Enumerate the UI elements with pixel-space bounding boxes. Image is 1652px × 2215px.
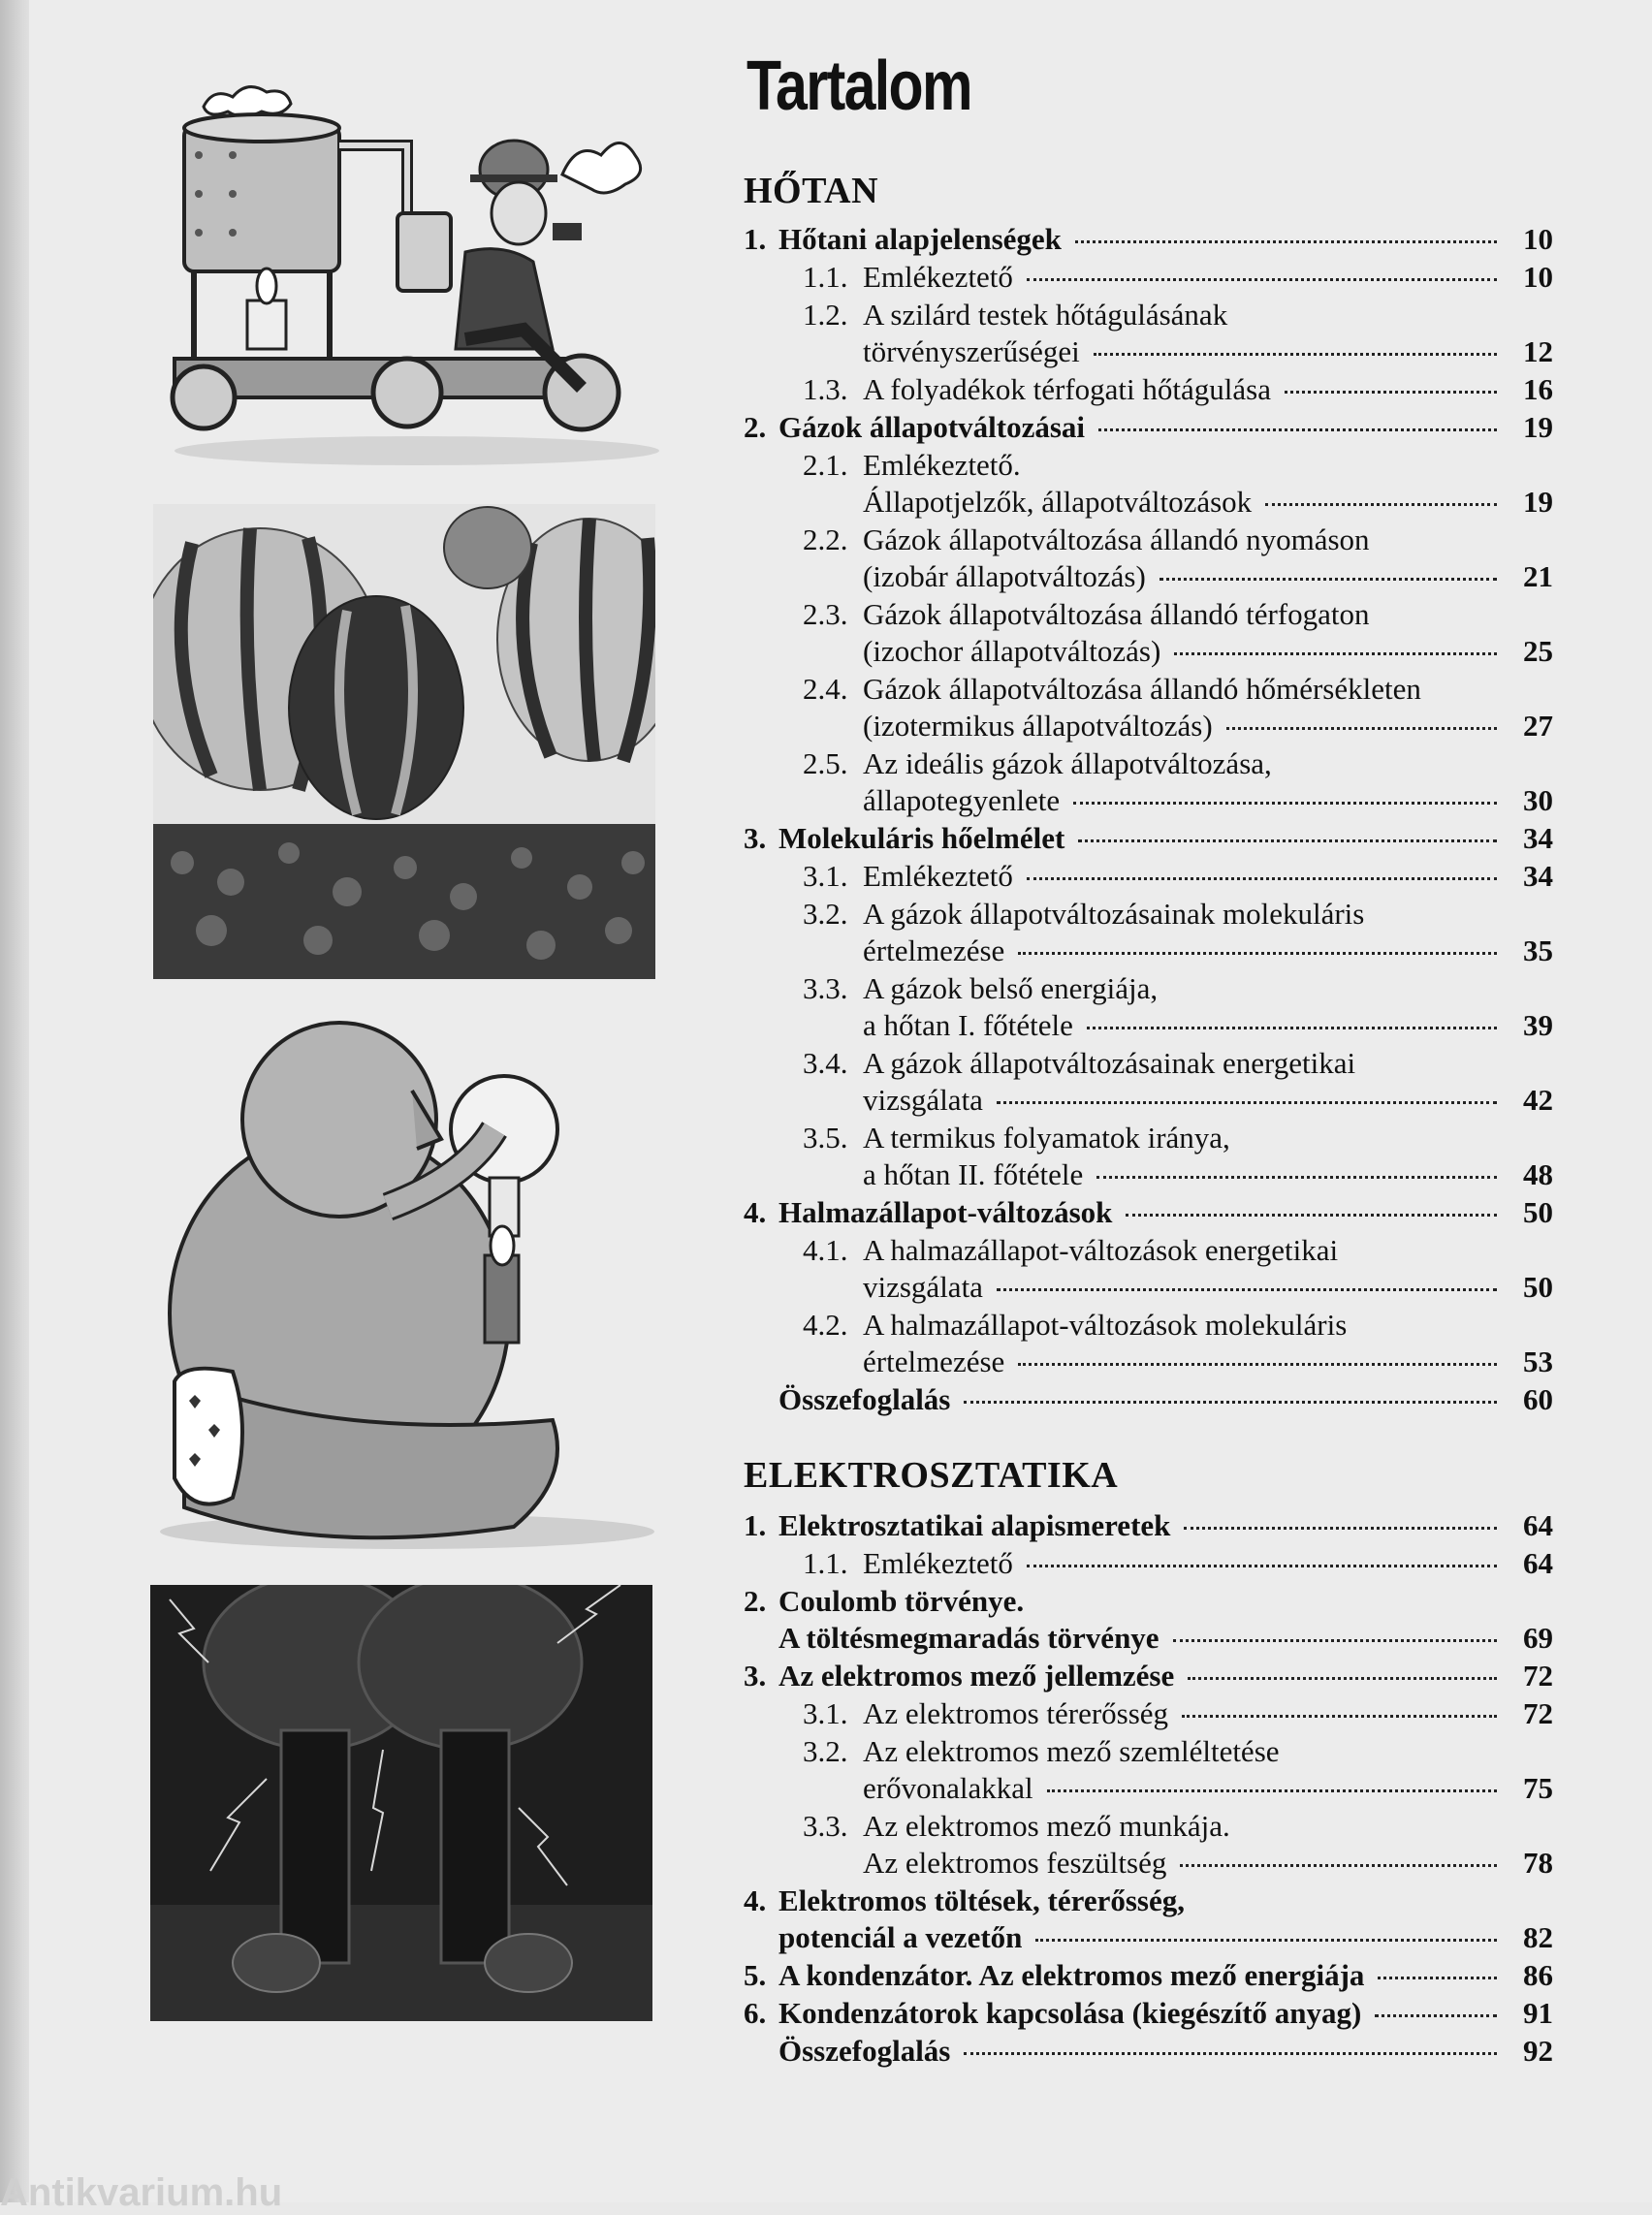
- toc-entry-number: 1.2.: [803, 298, 848, 332]
- toc-page-number: 35: [1523, 933, 1553, 967]
- toc-entry-title: Emlékeztető: [863, 260, 1013, 294]
- toc-entry: [744, 1381, 1553, 1418]
- toc-entry: [744, 221, 1553, 258]
- toc-entry-title: Állapotjelzők, állapotváltozások: [863, 485, 1253, 519]
- toc-entry: [803, 297, 1553, 370]
- toc-entry: [803, 1733, 1553, 1807]
- toc-entry: [803, 1045, 1553, 1119]
- toc-entry: [803, 1120, 1553, 1193]
- toc-entry-title: A szilárd testek hőtágulásának: [863, 298, 1228, 332]
- toc-entry: [803, 371, 1553, 408]
- toc-entry-title: A halmazállapot-változások molekuláris: [863, 1308, 1348, 1342]
- toc-entry-number: 1.: [744, 1508, 767, 1542]
- dot-leader: [997, 1101, 1497, 1104]
- toc-entry: [803, 970, 1553, 1044]
- toc-entry: [744, 1995, 1553, 2032]
- toc-entry: [744, 1883, 1553, 1956]
- toc-entry: [803, 1695, 1553, 1732]
- dot-leader: [1180, 1864, 1497, 1867]
- toc-entry-title: Összefoglalás: [778, 2034, 951, 2068]
- toc-page-number: 53: [1523, 1345, 1553, 1378]
- toc-entry-title: Az elektromos mező jellemzése: [778, 1659, 1175, 1693]
- van-de-graaff-photo: [150, 1585, 652, 2021]
- dot-leader: [1378, 1977, 1497, 1979]
- toc-entry-title: Hőtani alapjelenségek: [778, 222, 1062, 256]
- toc-entry-number: 1.: [744, 222, 767, 256]
- toc-entry-title: Molekuláris hőelmélet: [778, 821, 1065, 855]
- toc-entry-title: A halmazállapot-változások energetikai: [863, 1233, 1339, 1267]
- toc-entry-number: 3.3.: [803, 971, 848, 1005]
- dot-leader: [964, 1401, 1497, 1404]
- toc-entry: [803, 447, 1553, 521]
- toc-entry: [803, 1232, 1553, 1306]
- toc-entry-title: Halmazállapot-változások: [778, 1195, 1113, 1229]
- page-title: Tartalom: [747, 47, 971, 125]
- toc-entry-number: 1.1.: [803, 260, 848, 294]
- toc-entry: [744, 2033, 1553, 2070]
- dot-leader: [1160, 578, 1497, 581]
- toc-entry-title: vizsgálata: [863, 1270, 983, 1304]
- toc-page-number: 82: [1523, 1920, 1553, 1954]
- toc-entry-title: (izochor állapotváltozás): [863, 634, 1161, 668]
- toc-page-number: 64: [1523, 1546, 1553, 1580]
- toc-page-number: 19: [1523, 485, 1553, 519]
- dot-leader: [1375, 2014, 1497, 2017]
- toc-page-number: 34: [1523, 859, 1553, 893]
- dot-leader: [1126, 1214, 1497, 1217]
- toc-entry-title: Összefoglalás: [778, 1382, 951, 1416]
- toc-entry-title: A gázok állapotváltozásainak molekuláris: [863, 897, 1365, 931]
- toc-entry-number: 2.: [744, 1584, 767, 1618]
- toc-entry: [803, 259, 1553, 296]
- giant-with-flask-illustration: [145, 1013, 659, 1556]
- toc-entry-number: 3.1.: [803, 859, 848, 893]
- toc-entry: [744, 820, 1553, 857]
- toc-page-number: 75: [1523, 1771, 1553, 1805]
- toc-entry: [803, 1808, 1553, 1882]
- toc-entry-title: Elektrosztatikai alapismeretek: [778, 1508, 1171, 1542]
- toc-page-number: 78: [1523, 1846, 1553, 1880]
- toc-page-number: 30: [1523, 783, 1553, 817]
- toc-entry: [744, 1658, 1553, 1694]
- toc-entry-title: Coulomb törvénye.: [778, 1584, 1025, 1618]
- toc-entry-title: Gázok állapotváltozása állandó nyomáson: [863, 522, 1370, 556]
- toc-entry: [744, 409, 1553, 446]
- toc-entry-title: Az elektromos térerősség: [863, 1696, 1169, 1730]
- dot-leader: [1174, 652, 1497, 655]
- toc-page-number: 86: [1523, 1958, 1553, 1992]
- toc-entry-number: 3.2.: [803, 1734, 848, 1768]
- toc-page-number: 39: [1523, 1008, 1553, 1042]
- section-heading-elektrosztatika: ELEKTROSZTATIKA: [744, 1455, 1119, 1496]
- toc-entry-number: 4.: [744, 1883, 767, 1917]
- toc-entry-title: állapotegyenlete: [863, 783, 1061, 817]
- dot-leader: [1078, 839, 1497, 842]
- toc-entry-title: értelmezése: [863, 933, 1005, 967]
- toc-entry-title: Az ideális gázok állapotváltozása,: [863, 746, 1272, 780]
- toc-entry-number: 2.3.: [803, 597, 848, 631]
- toc-entry: [744, 1957, 1553, 1994]
- toc-entry-title: értelmezése: [863, 1345, 1005, 1378]
- toc-page-number: 72: [1523, 1659, 1553, 1693]
- toc-page-number: 42: [1523, 1083, 1553, 1117]
- toc-entry-number: 3.3.: [803, 1809, 848, 1843]
- toc-entry-number: 2.5.: [803, 746, 848, 780]
- toc-entry-title: (izobár állapotváltozás): [863, 559, 1146, 593]
- toc-entry: [744, 1507, 1553, 1544]
- toc-entry: [803, 1307, 1553, 1380]
- toc-entry-title: vizsgálata: [863, 1083, 983, 1117]
- toc-page-number: 48: [1523, 1157, 1553, 1191]
- toc-entry-number: 2.4.: [803, 672, 848, 706]
- toc-entry-number: 2.1.: [803, 448, 848, 482]
- dot-leader: [1035, 1939, 1497, 1942]
- toc-entry-title: Az elektromos mező munkája.: [863, 1809, 1230, 1843]
- toc-page-number: 64: [1523, 1508, 1553, 1542]
- toc-entry-title: Az elektromos mező szemléltetése: [863, 1734, 1280, 1768]
- toc-entry-number: 4.: [744, 1195, 767, 1229]
- dot-leader: [1098, 428, 1497, 431]
- dot-leader: [1226, 727, 1497, 730]
- toc-entry-title: törvényszerűségei: [863, 334, 1080, 368]
- toc-entry-number: 4.1.: [803, 1233, 848, 1267]
- toc-entry-title: Emlékeztető: [863, 859, 1013, 893]
- toc-entry-title: Gázok állapotváltozása állandó térfogaton: [863, 597, 1370, 631]
- dot-leader: [1018, 1363, 1497, 1366]
- toc-entry-title: A töltésmegmaradás törvénye: [778, 1621, 1160, 1655]
- toc-entry: [803, 522, 1553, 595]
- toc-entry-number: 3.2.: [803, 897, 848, 931]
- toc-entry-number: 3.5.: [803, 1121, 848, 1155]
- toc-entry-number: 3.1.: [803, 1696, 848, 1730]
- dot-leader: [1018, 952, 1497, 955]
- toc-entry-title: A gázok állapotváltozásainak energetikai: [863, 1046, 1356, 1080]
- dot-leader: [1184, 1527, 1497, 1530]
- toc-entry-title: Emlékeztető: [863, 1546, 1013, 1580]
- toc-page-number: 16: [1523, 372, 1553, 406]
- toc-page-number: 12: [1523, 334, 1553, 368]
- dot-leader: [1285, 391, 1497, 394]
- toc-entry: [803, 671, 1553, 744]
- toc-entry: [803, 896, 1553, 969]
- dot-leader: [1027, 278, 1497, 281]
- dot-leader: [1265, 503, 1497, 506]
- toc-page-number: 60: [1523, 1382, 1553, 1416]
- toc-page-number: 27: [1523, 709, 1553, 743]
- toc-entry-title: potenciál a vezetőn: [778, 1920, 1023, 1954]
- dot-leader: [1047, 1789, 1497, 1792]
- toc-entry-title: Az elektromos feszültség: [863, 1846, 1167, 1880]
- toc-page-number: 72: [1523, 1696, 1553, 1730]
- watermark: Antikvarium.hu: [0, 2171, 283, 2214]
- toc-entry: [803, 596, 1553, 670]
- dot-leader: [1073, 802, 1497, 805]
- dot-leader: [1096, 1176, 1497, 1179]
- toc-page-number: 19: [1523, 410, 1553, 444]
- toc-page-number: 25: [1523, 634, 1553, 668]
- toc-page-number: 10: [1523, 260, 1553, 294]
- toc-entry-title: A termikus folyamatok iránya,: [863, 1121, 1230, 1155]
- toc-entry-number: 3.: [744, 821, 767, 855]
- dot-leader: [1182, 1715, 1497, 1718]
- dot-leader: [1027, 1565, 1497, 1567]
- toc-entry-number: 2.: [744, 410, 767, 444]
- toc-entry-number: 4.2.: [803, 1308, 848, 1342]
- toc-entry-title: Emlékeztető.: [863, 448, 1021, 482]
- toc-page-number: 21: [1523, 559, 1553, 593]
- dot-leader: [1087, 1027, 1497, 1029]
- toc-entry: [744, 1583, 1553, 1657]
- toc-entry-number: 6.: [744, 1996, 767, 2030]
- toc-page-number: 69: [1523, 1621, 1553, 1655]
- toc-entry: [803, 858, 1553, 895]
- dot-leader: [1027, 877, 1497, 880]
- dot-leader: [1094, 353, 1497, 356]
- dot-leader: [1075, 240, 1497, 243]
- toc-entry-number: 3.4.: [803, 1046, 848, 1080]
- steam-vehicle-illustration: [155, 68, 659, 475]
- toc-page-number: 34: [1523, 821, 1553, 855]
- dot-leader: [1173, 1639, 1497, 1642]
- toc-entry-title: Kondenzátorok kapcsolása (kiegészítő anyag): [778, 1996, 1362, 2030]
- dot-leader: [997, 1288, 1497, 1291]
- toc-entry-number: 1.3.: [803, 372, 848, 406]
- toc-page-number: 91: [1523, 1996, 1553, 2030]
- toc-page-number: 92: [1523, 2034, 1553, 2068]
- toc-entry-title: Gázok állapotváltozásai: [778, 410, 1086, 444]
- dot-leader: [964, 2052, 1497, 2055]
- hot-air-balloons-photo: [153, 504, 655, 979]
- toc-entry-number: 3.: [744, 1659, 767, 1693]
- toc-page-number: 50: [1523, 1195, 1553, 1229]
- toc-entry-title: A kondenzátor. Az elektromos mező energiája: [778, 1958, 1365, 1992]
- toc-entry-title: a hőtan I. főtétele: [863, 1008, 1073, 1042]
- dot-leader: [1188, 1677, 1497, 1680]
- toc-entry-number: 2.2.: [803, 522, 848, 556]
- toc-page-number: 10: [1523, 222, 1553, 256]
- toc-entry-number: 1.1.: [803, 1546, 848, 1580]
- toc-entry: [744, 1194, 1553, 1231]
- toc-entry: [803, 1545, 1553, 1582]
- toc-entry-title: Gázok állapotváltozása állandó hőmérsékleten: [863, 672, 1421, 706]
- toc-entry-title: a hőtan II. főtétele: [863, 1157, 1084, 1191]
- toc-entry-title: A gázok belső energiája,: [863, 971, 1159, 1005]
- toc-entry-title: (izotermikus állapotváltozás): [863, 709, 1213, 743]
- toc-entry: [803, 745, 1553, 819]
- toc-entry-title: A folyadékok térfogati hőtágulása: [863, 372, 1271, 406]
- section-heading-hotan: HŐTAN: [744, 171, 879, 211]
- toc-entry-number: 5.: [744, 1958, 767, 1992]
- toc-page-number: 50: [1523, 1270, 1553, 1304]
- toc-entry-title: erővonalakkal: [863, 1771, 1033, 1805]
- toc-entry-title: Elektromos töltések, térerősség,: [778, 1883, 1185, 1917]
